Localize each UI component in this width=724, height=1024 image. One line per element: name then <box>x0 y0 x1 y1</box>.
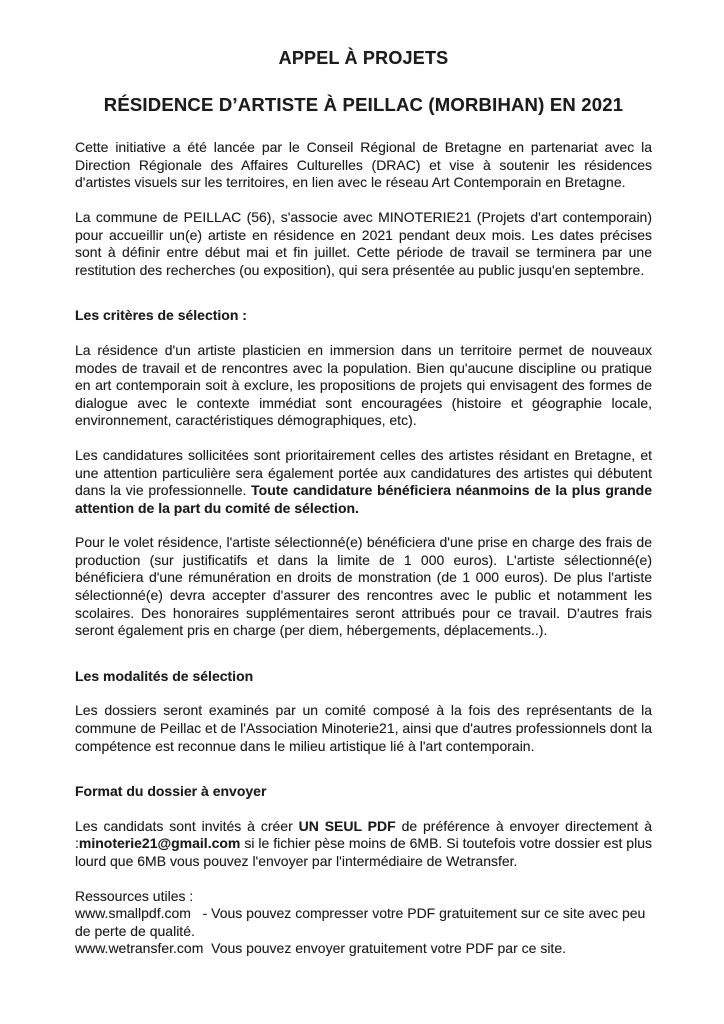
text-run: Pour le volet résidence, l'artiste sélectionné(e) bénéficiera d'une prise en charge des frais de production (sur justificatifs et dans la limite de 1 000 euros). L'artiste sélectionné(e) bénéficiera d'une rémunération en droits de monstration (de 1 000 euros). De plus l'artiste sélectionné(e) devra accepter d'assurer des rencontres avec le public et notamment les scolaires. Des honoraires supplémentaires seront attribués pour ce travail. D'autres frais seront également pris en charge (per diem, hébergements, déplacements..). <box>75 534 652 639</box>
text-run: La résidence d'un artiste plasticien en immersion dans un territoire permet de nouveaux modes de travail et de rencontres avec la population. Bien qu'aucune discipline ou pratique en art contemporain soit à exclure, les propositions de projets qui envisagent des formes de dialogue avec le contexte immédiat sont encouragées (histoire et géographie locale, environnement, caractéristiques démographiques, etc). <box>75 341 652 429</box>
text-run: Cette initiative a été lancée par le Conseil Régional de Bretagne en partenariat avec la Direction Régionale des Affaires Culturelles (DRAC) et vise à soutenir les résidences d'artistes visuels sur les territoires, en lien avec le réseau Art Contemporain en Bretagne. <box>75 139 652 191</box>
resources-label: Ressources utiles : <box>75 887 194 904</box>
text-run: si le fichier pèse moins de 6MB. Si toutefois votre dossier est plus lourd que 6MB vous pouvez l'envoyer par l'intermédiaire de Wetransfer. <box>75 835 652 869</box>
section-heading-criteres-selection: Les critères de sélection : <box>75 307 247 324</box>
bold-text-run: UN SEUL PDF <box>298 817 396 834</box>
paragraph-volet-residence-frais <box>75 534 652 640</box>
bold-text-run: minoterie21@gmail.com <box>78 835 241 852</box>
paragraph-candidatures-sollicitees <box>75 447 652 517</box>
document-subtitle: RÉSIDENCE D’ARTISTE À PEILLAC (MORBIHAN) EN 2021 <box>103 93 624 115</box>
resource-line-wetransfer: www.wetransfer.com Vous pouvez envoyer gratuitement votre PDF par ce site. <box>75 940 566 957</box>
text-run: La commune de PEILLAC (56), s'associe avec MINOTERIE21 (Projets d'art contemporain) pour accueillir un(e) artiste en résidence en 2021 pendant deux mois. Les dates précises sont à définir entre début mai et fin juillet. Cette période de travail se terminera par une restitution des recherches (ou exposition), qui sera présentée au public jusqu'en septembre. <box>75 208 652 278</box>
text-run: de préférence à envoyer directement à : <box>75 817 652 852</box>
paragraph-residence-immersion <box>75 342 652 430</box>
text-run: Les candidatures sollicitées sont prioritairement celles des artistes résidant en Bretagne, et une attention particulière sera également portée aux candidatures des artistes qui débutent dans la vie professionnelle. <box>75 446 652 499</box>
paragraph-comite-examen <box>75 702 652 755</box>
section-heading-modalites-selection: Les modalités de sélection <box>75 667 254 684</box>
bold-text-run: Toute candidature bénéficiera néanmoins de la plus grande attention de la part du comité de sélection. <box>75 482 652 516</box>
section-heading-format-dossier: Format du dossier à envoyer <box>75 783 267 800</box>
paragraph-envoi-pdf <box>75 818 652 871</box>
text-run: Les dossiers seront examinés par un comité composé à la fois des représentants de la commune de Peillac et de l'Association Minoterie21, ainsi que d'autres professionnels dont la compétence est reconnue dans le milieu artistique lié à l'art contemporain. <box>75 702 652 754</box>
text-run: Les candidats sont invités à créer <box>75 817 299 834</box>
document-title: APPEL À PROJETS <box>278 48 449 68</box>
resource-line-smallpdf: www.smallpdf.com - Vous pouvez compresser votre PDF gratuitement sur ce site avec peu de perte de qualité. <box>75 905 650 939</box>
paragraph-initiative-intro <box>75 139 652 192</box>
paragraph-commune-peillac <box>75 209 652 279</box>
